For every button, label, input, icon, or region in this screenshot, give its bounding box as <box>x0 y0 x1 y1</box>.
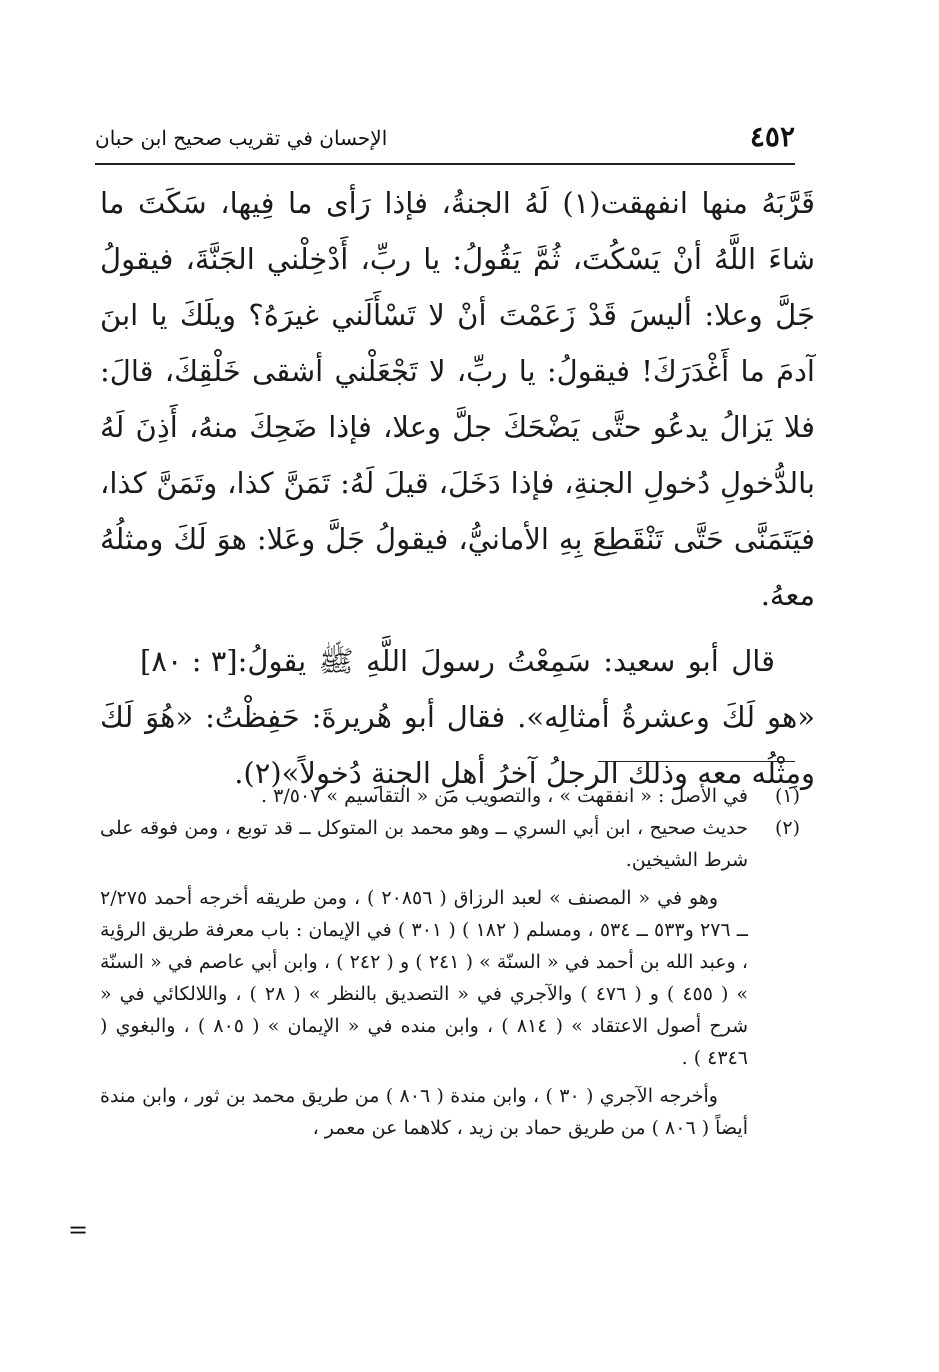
hadith-paragraph-2-text: قال أبو سعيد: سَمِعْتُ رسولَ اللَّهِ ﷺ يقولُ: «هو لَكَ وعشرةُ أمثالِه». فقال أبو هُريرةَ: حَفِظْتُ: «هُوَ لَكَ ومِثْلُه معه وذلك الرجلُ آخرُ أهلِ الجنةِ دُخولاً»(٢). <box>100 644 815 790</box>
hadith-paragraph-2 <box>100 633 815 801</box>
hadith-reference: [٣ : ٨٠] <box>140 644 238 678</box>
footnote-rule <box>598 761 795 762</box>
page-number: ٤٥٢ <box>749 120 795 153</box>
page-header <box>95 118 795 158</box>
footnote-2 <box>100 812 800 876</box>
header-rule <box>95 163 795 165</box>
footnote-text: في الأصل : « انفقهت » ، والتصويب من « التقاسيم » ٣/٥٠٧ . <box>261 785 748 807</box>
footnotes <box>100 780 800 1144</box>
footnote-1 <box>100 780 800 812</box>
footnote-2-paragraph-2: وأخرجه الآجري ( ٣٠ ) ، وابن مندة ( ٨٠٦ ) من طريق محمد بن ثور ، وابن مندة أيضاً ( ٨٠٦ ) من طريق حماد بن زيد ، كلاهما عن معمر ، <box>100 1085 748 1139</box>
footnote-2-paragraph-1: وهو في « المصنف » لعبد الرزاق ( ٢٠٨٥٦ ) ، ومن طريقه أخرجه أحمد ٢/٢٧٥ ــ ٢٧٦ و٥٣٣ ــ ٥٣٤ ، ومسلم ( ١٨٢ ) ( ٣٠١ ) في الإيمان : باب معرفة طريق الرؤية ، وعبد الله بن أحمد في « السنّة » ( ٢٤١ ) و ( ٢٤٢ ) ، وابن أبي عاصم في « السنّة » ( ٤٥٥ ) و ( ٤٧٦ ) والآجري في « التصديق بالنظر » ( ٢٨ ) ، واللالكائي في « شرح أصول الاعتقاد » ( ٨١٤ ) ، وابن منده في « الإيمان » ( ٨٠٥ ) ، والبغوي ( ٤٣٤٦ ) . <box>100 887 748 1069</box>
hadith-paragraph-1: قَرَّبَهُ منها انفهقت(١) لَهُ الجنةُ، فإذا رَأى ما فِيها، سَكَتَ ما شاءَ اللَّهُ أنْ يَسْكُتَ، ثُمَّ يَقُولُ: يا ربِّ، أَدْخِلْني الجَنَّةَ، فيقولُ جَلَّ وعلا: أليسَ قَدْ زَعَمْتَ أنْ لا تَسْأَلَني غيرَهُ؟ ويلَكَ يا ابنَ آدمَ ما أَغْدَرَكَ! فيقولُ: يا ربِّ، لا تَجْعَلْني أشقى خَلْقِكَ، قالَ: فلا يَزالُ يدعُو حتَّى يَضْحَكَ جلَّ وعلا، فإذا ضَحِكَ منهُ، أَذِنَ لَهُ بالدُّخولِ دُخولِ الجنةِ، فإذا دَخَلَ، قيلَ لَهُ: تَمَنَّ كذا، وتَمَنَّ كذا، فيَتَمَنَّى حَتَّى تَنْقَطِعَ بِهِ الأمانيُّ، فيقولُ جَلَّ وعَلا: هوَ لَكَ ومثلُهُ معهُ. <box>100 186 815 612</box>
main-text <box>100 175 815 801</box>
footnote-text: حديث صحيح ، ابن أبي السري ــ وهو محمد بن المتوكل ــ قد توبع ، ومن فوقه على شرط الشيخين. <box>100 817 748 871</box>
continuation-mark: = <box>68 1216 89 1244</box>
footnote-number: (٢) <box>774 817 800 839</box>
running-title: الإحسان في تقريب صحيح ابن حبان <box>95 126 388 150</box>
footnote-number: (١) <box>774 785 800 807</box>
